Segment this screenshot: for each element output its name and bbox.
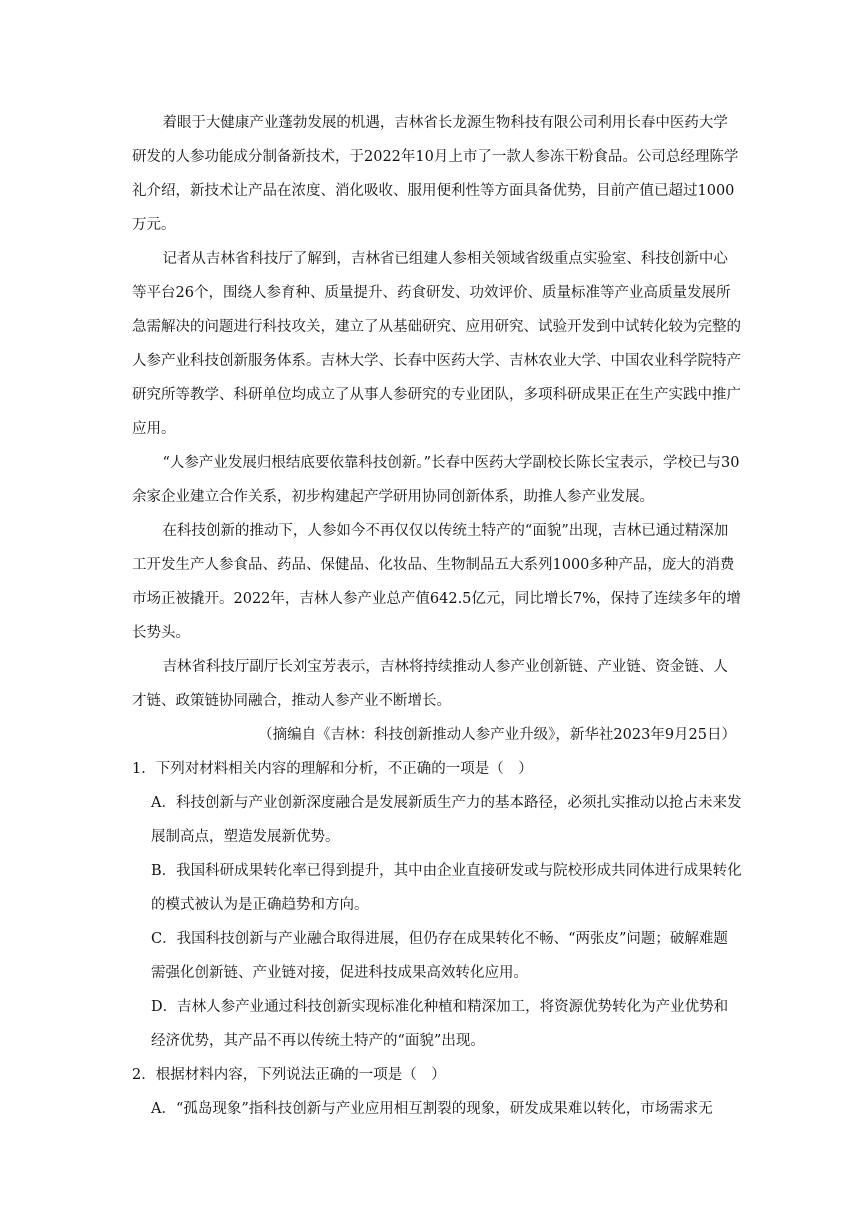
article-paragraph-5: 吉林省科技厅副厅长刘宝芳表示，吉林将持续推动人参产业创新链、产业链、资金链、人才链、政策链协同融合，推动人参产业不断增长。 <box>132 659 728 709</box>
question-stem: 1．下列对材料相关内容的理解和分析，不正确的一项是（ ） <box>132 761 533 777</box>
article-source: （摘编自《吉林：科技创新推动人参产业升级》，新华社2023年9月25日） <box>258 727 736 743</box>
document-content <box>132 106 742 1126</box>
article-paragraph-2: 记者从吉林省科技厅了解到，吉林省已组建人参相关领域省级重点实验室、科技创新中心等平台26个，围绕人参育种、质量提升、药食研发、功效评价、质量标准等产业高质量发展所急需解决的问题进行科技攻关，建立了从基础研究、应用研究、试验开发到中试转化较为完整的人参产业科技创新服务体系。吉林大学、长春中医药大学、吉林农业大学、中国农业科学院特产研究所等教学、科研单位均成立了从事人参研究的专业团队，多项科研成果正在生产实践中推广应用。 <box>132 251 741 437</box>
option-a: A．“孤岛现象”指科技创新与产业应用相互割裂的现象，研发成果难以转化，市场需求无 <box>151 1101 713 1117</box>
option-c: C．我国科技创新与产业融合取得进展，但仍存在成果转化不畅、“两张皮”问题；破解难题需强化创新链、产业链对接，促进科技成果高效转化应用。 <box>151 931 728 981</box>
question-2 <box>132 1058 742 1126</box>
article-paragraph-4: 在科技创新的推动下，人参如今不再仅仅以传统土特产的“面貌”出现，吉林已通过精深加工开发生产人参食品、药品、保健品、化妆品、生物制品五大系列1000多种产品，庞大的消费市场正被撬开。2022年，吉林人参产业总产值642.5亿元，同比增长7%，保持了连续多年的增长势头。 <box>132 523 741 641</box>
question-1 <box>132 752 742 1058</box>
article-paragraph-3: “人参产业发展归根结底要依靠科技创新。”长春中医药大学副校长陈长宝表示，学校已与30余家企业建立合作关系，初步构建起产学研用协同创新体系，助推人参产业发展。 <box>132 455 740 505</box>
question-stem: 2．根据材料内容，下列说法正确的一项是（ ） <box>132 1067 446 1083</box>
option-d: D．吉林人参产业通过科技创新实现标准化种植和精深加工，将资源优势转化为产业优势和经济优势，其产品不再以传统土特产的“面貌”出现。 <box>151 999 729 1049</box>
article-paragraph-1: 着眼于大健康产业蓬勃发展的机遇，吉林省长龙源生物科技有限公司利用长春中医药大学研发的人参功能成分制备新技术，于2022年10月上市了一款人参冻干粉食品。公司总经理陈学礼介绍，新技术让产品在浓度、消化吸收、服用便利性等方面具备优势，目前产值已超过1000万元。 <box>132 115 739 233</box>
option-a: A．科技创新与产业创新深度融合是发展新质生产力的基本路径，必须扎实推动以抢占未来发展制高点，塑造发展新优势。 <box>151 795 742 845</box>
option-b: B．我国科研成果转化率已得到提升，其中由企业直接研发或与院校形成共同体进行成果转化的模式被认为是正确趋势和方向。 <box>151 863 742 913</box>
